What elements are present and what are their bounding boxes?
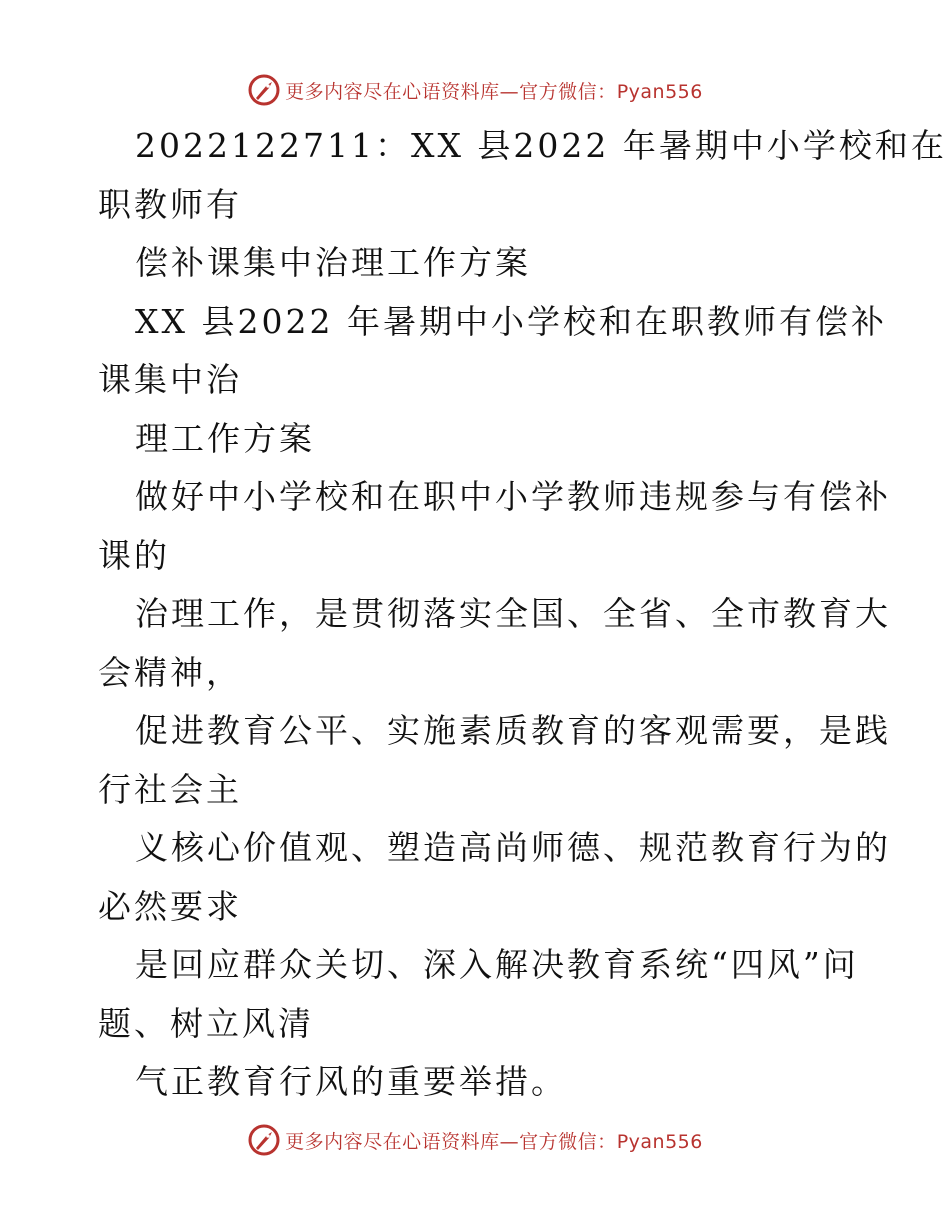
text-line: 题、树立风清 (98, 1003, 314, 1043)
text-line: 2022122711：XX 县2022 年暑期中小学校和在 (135, 126, 947, 165)
document-body (98, 117, 947, 1112)
text-line: XX 县2022 年暑期中小学校和在职教师有偿补 (135, 301, 887, 341)
text-line: 促进教育公平、实施素质教育的客观需要，是践 (135, 711, 891, 750)
text-line: 气正教育行风的重要举措。 (135, 1062, 567, 1101)
watermark-official-label: 官方微信： (519, 80, 617, 103)
watermark-text (285, 77, 703, 104)
text-line: 是回应群众关切、深入解决教育系统“四风”问 (135, 945, 859, 984)
text-line: 课的 (98, 535, 170, 575)
watermark-wechat-id: Pyan556 (616, 80, 703, 103)
header-watermark (0, 70, 950, 110)
watermark-site-text: 更多内容尽在心语资料库 (285, 1130, 500, 1153)
watermark-text (285, 1127, 703, 1154)
text-line: 治理工作，是贯彻落实全国、全省、全市教育大 (135, 594, 891, 633)
text-line: 义核心价值观、塑造高尚师德、规范教育行为的 (135, 828, 891, 867)
text-line: 必然要求 (98, 886, 242, 926)
watermark-official-label: 官方微信： (519, 1130, 617, 1153)
text-line: 做好中小学校和在职中小学教师违规参与有偿补 (135, 477, 891, 516)
text-line: 职教师有 (98, 184, 242, 224)
text-line: 课集中治 (98, 360, 242, 399)
footer-watermark (0, 1120, 950, 1160)
pen-nib-logo-icon (247, 1123, 281, 1157)
text-line: 偿补课集中治理工作方案 (135, 243, 531, 282)
watermark-dash: — (499, 80, 520, 103)
text-line: 行社会主 (98, 769, 242, 809)
watermark-dash: — (499, 1130, 520, 1153)
pen-nib-logo-icon (247, 73, 281, 107)
text-line: 会精神， (98, 652, 242, 692)
watermark-wechat-id: Pyan556 (616, 1130, 703, 1153)
text-line: 理工作方案 (135, 418, 315, 458)
watermark-site-text: 更多内容尽在心语资料库 (285, 80, 500, 103)
